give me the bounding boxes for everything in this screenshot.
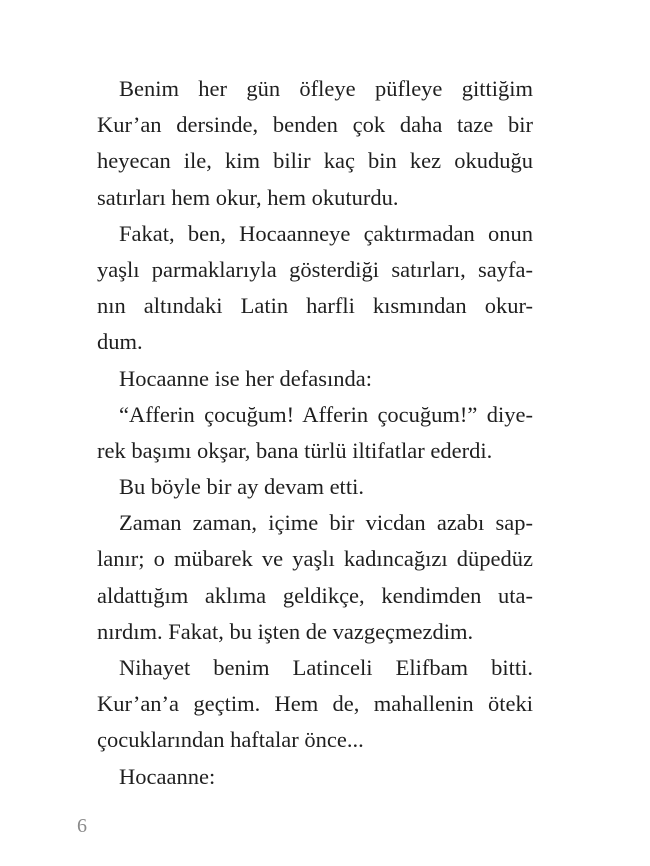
text-line: Zaman zaman, içime bir vicdan azabı sap- bbox=[119, 510, 533, 536]
page-number: 6 bbox=[77, 815, 87, 837]
text-line: Hocaanne ise her defasında: bbox=[119, 365, 373, 391]
text-line: Nihayet benim Latinceli Elifbam bitti. bbox=[119, 655, 533, 680]
text-line: nın altındaki Latin harfli kısmından okur- bbox=[97, 293, 533, 319]
text-line: aldattığım aklıma geldikçe, kendimden uta- bbox=[97, 582, 533, 608]
text-line: Hocaanne: bbox=[119, 763, 216, 789]
text-line: dum. bbox=[97, 329, 143, 355]
text-line: rek başımı okşar, bana türlü iltifatlar ederdi. bbox=[97, 437, 493, 463]
text-line: Kur’an’a geçtim. Hem de, mahallenin öteki bbox=[97, 691, 533, 717]
text-line: Fakat, ben, Hocaanneye çaktırmadan onun bbox=[119, 220, 533, 246]
text-line: çocuklarından haftalar önce... bbox=[97, 727, 364, 753]
text-line: “Afferin çocuğum! Afferin çocuğum!” diye- bbox=[119, 401, 533, 427]
text-line: nırdım. Fakat, bu işten de vazgeçmezdim. bbox=[97, 618, 474, 644]
text-line: Bu böyle bir ay devam etti. bbox=[119, 474, 364, 500]
body-text bbox=[97, 71, 533, 795]
text-line: heyecan ile, kim bilir kaç bin kez okuduğu bbox=[97, 148, 533, 174]
text-line: satırları hem okur, hem okuturdu. bbox=[97, 184, 399, 210]
text-line: lanır; o mübarek ve yaşlı kadıncağızı düpedüz bbox=[97, 546, 533, 572]
text-line: yaşlı parmaklarıyla gösterdiği satırları, sayfa- bbox=[97, 256, 533, 282]
text-line: Kur’an dersinde, benden çok daha taze bir bbox=[97, 112, 533, 138]
text-line: Benim her gün öfleye püfleye gittiğim bbox=[119, 76, 533, 101]
